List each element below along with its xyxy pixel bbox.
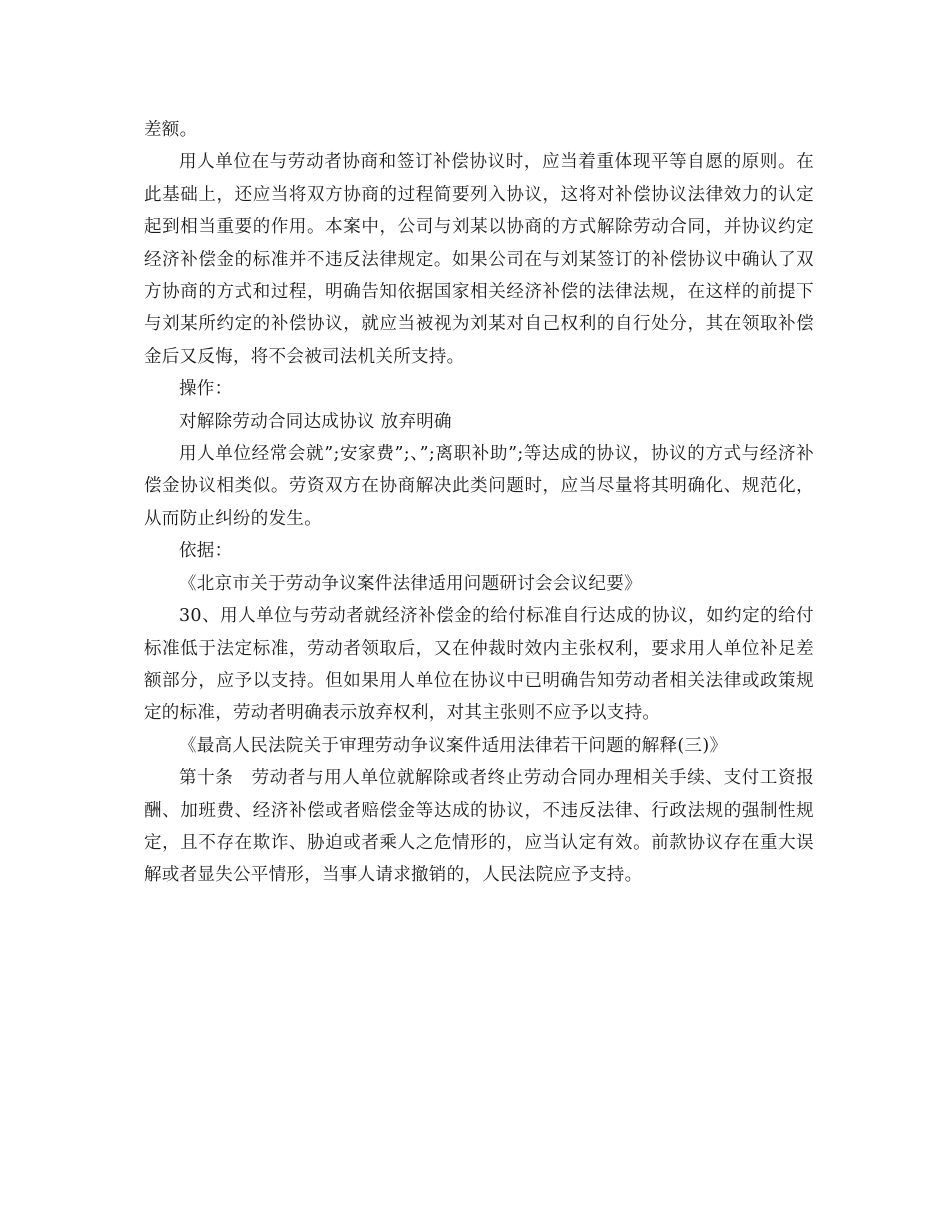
citation-supreme-court-interpretation: 《最高人民法院关于审理劳动争议案件适用法律若干问题的解释(三)》 [179, 735, 728, 756]
subheading-agreement: 对解除劳动合同达成协议 放弃明确 [179, 411, 452, 432]
heading-operation: 操作： [179, 379, 233, 400]
paragraph-continuation: 差额。 [144, 120, 198, 140]
citation-beijing-minutes: 《北京市关于劳动争议案件法律适用问题研讨会会议纪要》 [179, 573, 642, 594]
paragraph-article-30: 30、用人单位与劳动者就经济补偿金的给付标准自行达成的协议，如约定的给付标准低于法定标准，劳动者领取后，又在仲裁时效内主张权利，要求用人单位补足差额部分，应予以支持。但如果用人单位在协议中已明确告知劳动者相关法律或政策规定的标准，劳动者明确表示放弃权利，对其主张则不应予以支持。 [144, 606, 814, 724]
paragraph-operation-advice: 用人单位经常会就”;安家费”;、”;离职补助”;等达成的协议，协议的方式与经济补偿金协议相类似。劳资双方在协商解决此类问题时，应当尽量将其明确化、规范化，从而防止纠纷的发生。 [144, 444, 814, 529]
heading-basis: 依据： [179, 541, 233, 562]
paragraph-analysis: 用人单位在与劳动者协商和签订补偿协议时，应当着重体现平等自愿的原则。在此基础上，还应当将双方协商的过程简要列入协议，这将对补偿协议法律效力的认定起到相当重要的作用。本案中，公司与刘某以协商的方式解除劳动合同，并协议约定经济补偿金的标准并不违反法律规定。如果公司在与刘某签订的补偿协议中确认了双方协商的方式和过程，明确告知依据国家相关经济补偿的法律法规，在这样的前提下与刘某所约定的补偿协议，就应当被视为刘某对自己权利的自行处分，其在领取补偿金后又反悔，将不会被司法机关所支持。 [144, 152, 814, 367]
paragraph-article-10: 第十条 劳动者与用人单位就解除或者终止劳动合同办理相关手续、支付工资报酬、加班费、经济补偿或者赔偿金等达成的协议，不违反法律、行政法规的强制性规定，且不存在欺诈、胁迫或者乘人之危情形的，应当认定有效。前款协议存在重大误解或者显失公平情形，当事人请求撤销的，人民法院应予支持。 [144, 768, 814, 886]
document-body [144, 114, 814, 892]
